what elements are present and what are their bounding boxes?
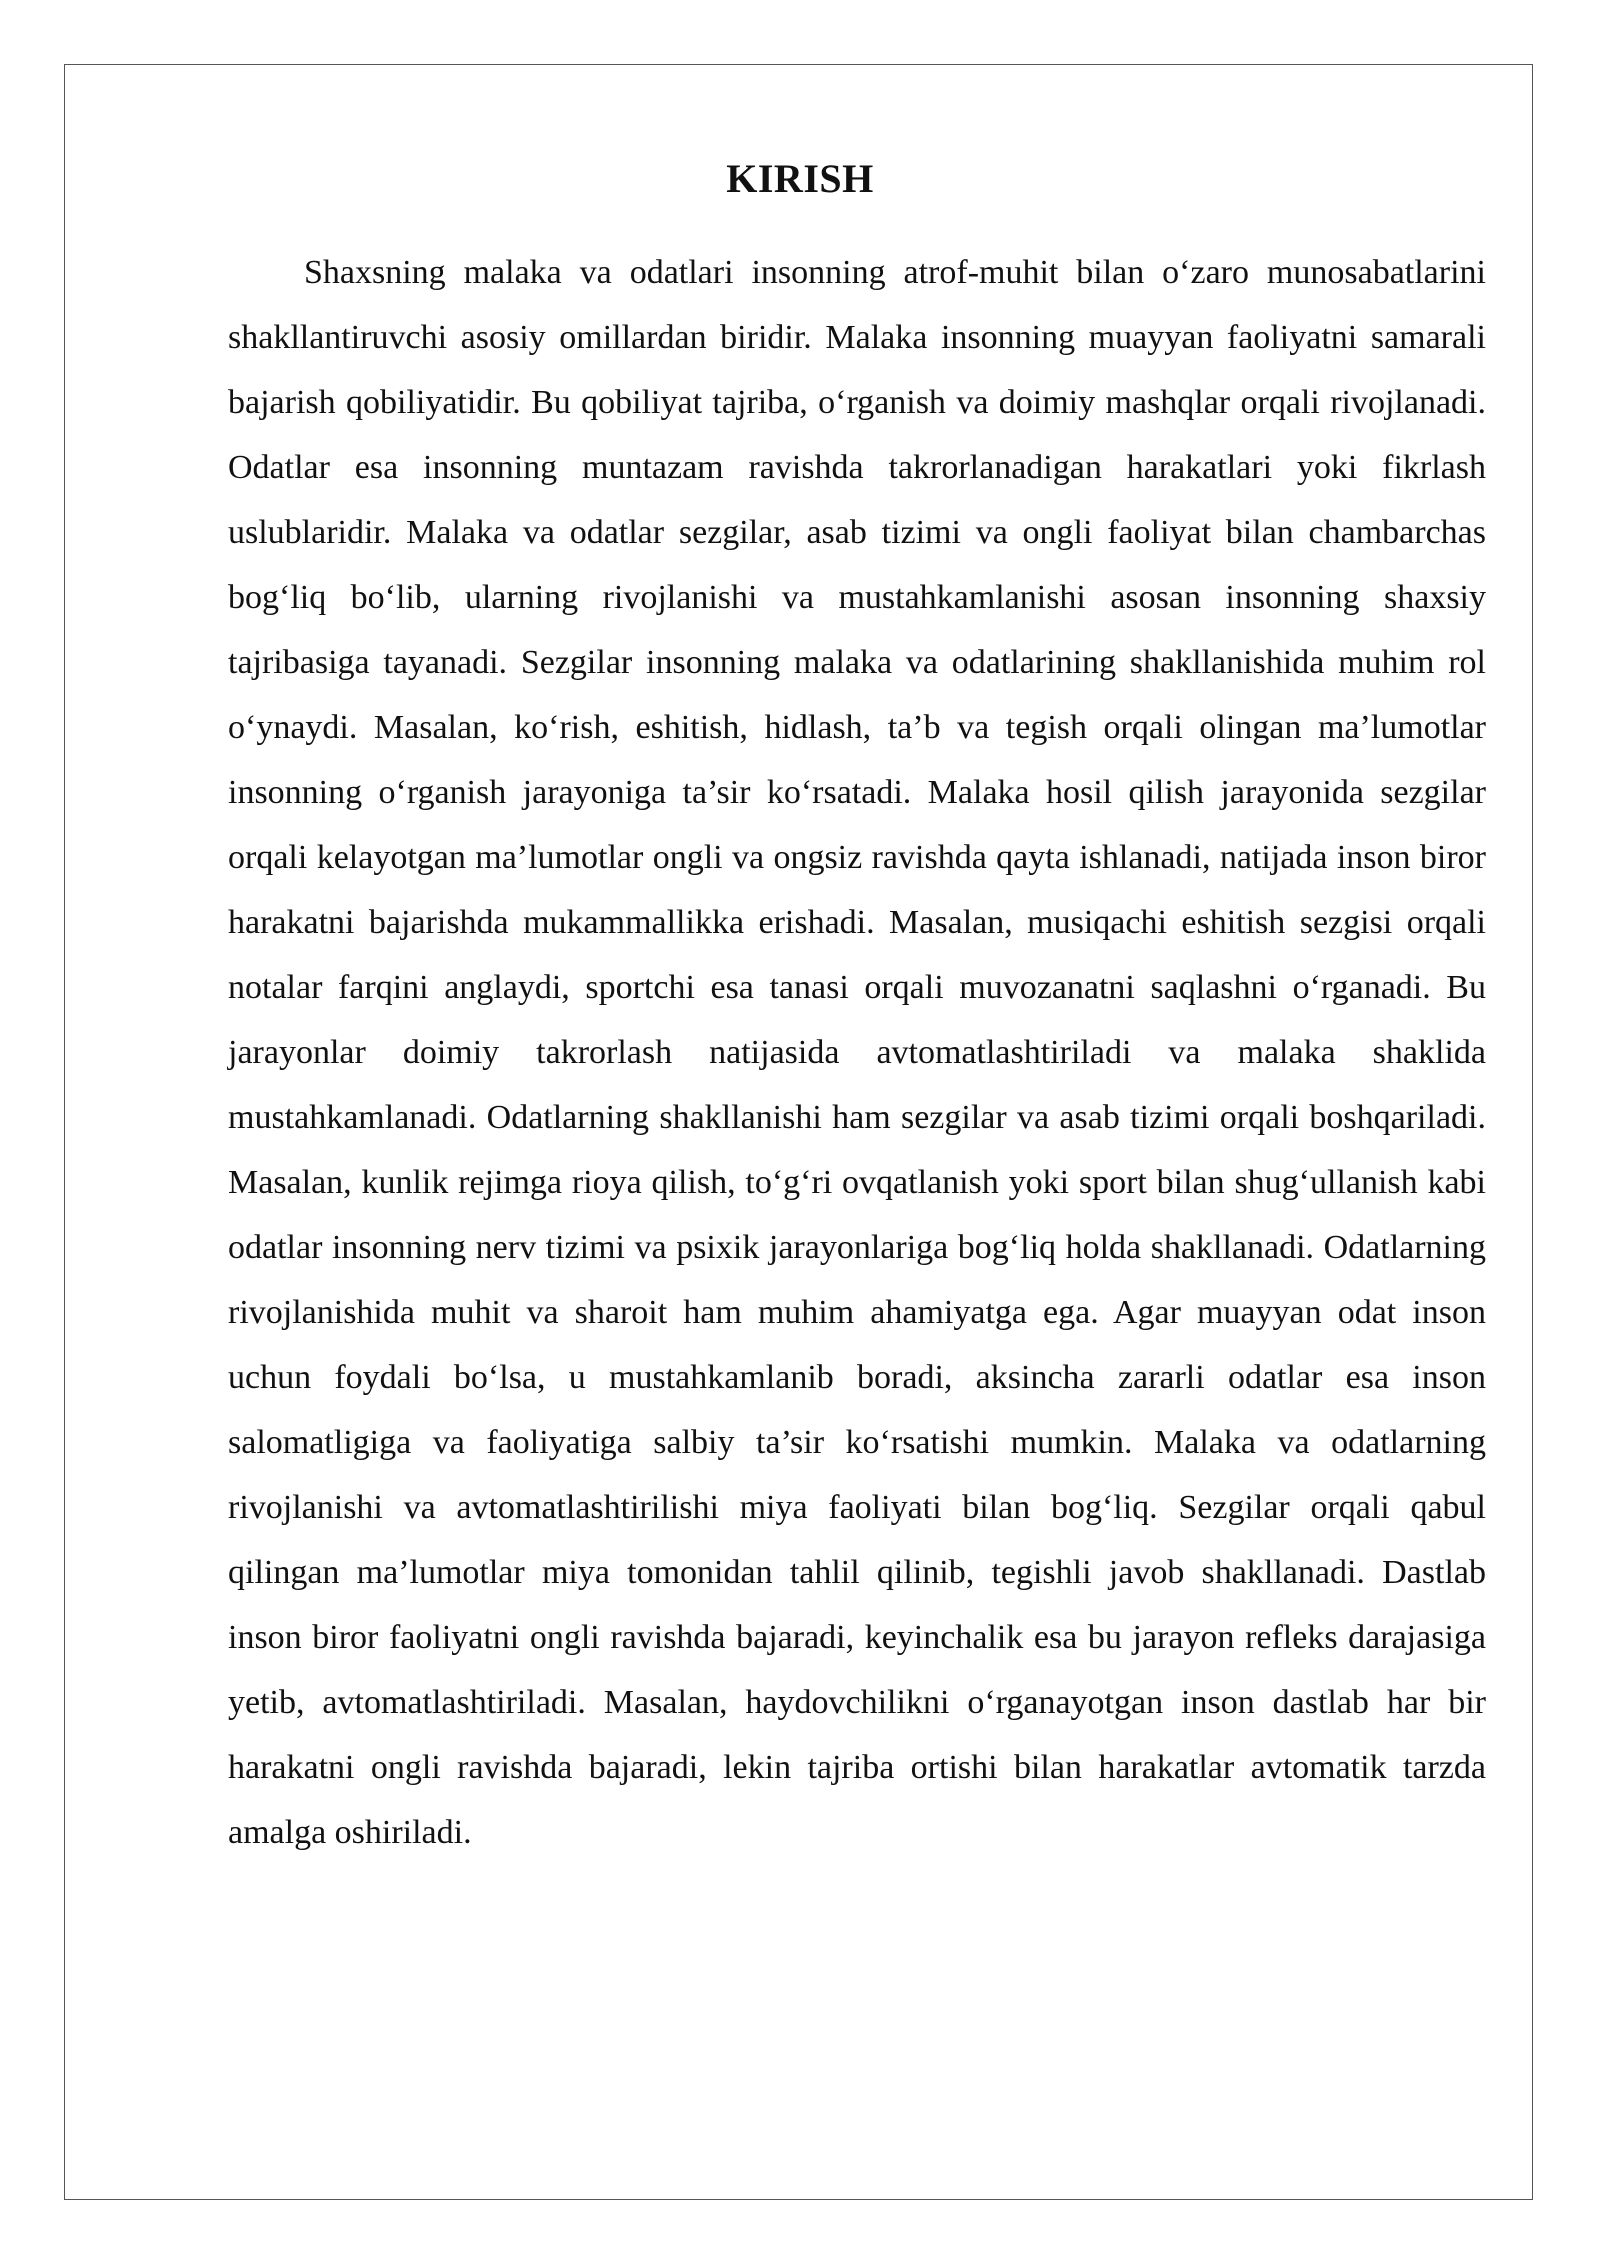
page-title: KIRISH xyxy=(726,156,874,201)
body-paragraph: Shaxsning malaka va odatlari insonning atrof-muhit bilan o‘zaro munosabatlarini shakllantiruvchi asosiy omillardan biridir. Malaka insonning muayyan faoliyatni samarali bajarish qobiliyatidir. Bu qobiliyat tajriba, o‘rganish va doimiy mashqlar orqali rivojlanadi. Odatlar esa insonning muntazam ravishda takrorlanadigan harakatlari yoki fikrlash uslublaridir. Malaka va odatlar sezgilar, asab tizimi va ongli faoliyat bilan chambarchas bog‘liq bo‘lib, ularning rivojlanishi va mustahkamlanishi asosan insonning shaxsiy tajribasiga tayanadi. Sezgilar insonning malaka va odatlarining shakllanishida muhim rol o‘ynaydi. Masalan, ko‘rish, eshitish, hidlash, ta’b va tegish orqali olingan ma’lumotlar insonning o‘rganish jarayoniga ta’sir ko‘rsatadi. Malaka hosil qilish jarayonida sezgilar orqali kelayotgan ma’lumotlar ongli va ongsiz ravishda qayta ishlanadi, natijada inson biror harakatni bajarishda mukammallikka erishadi. Masalan, musiqachi eshitish sezgisi orqali notalar farqini anglaydi, sportchi esa tanasi orqali muvozanatni saqlashni o‘rganadi. Bu jarayonlar doimiy takrorlash natijasida avtomatlashtiriladi va malaka shaklida mustahkamlanadi. Odatlarning shakllanishi ham sezgilar va asab tizimi orqali boshqariladi. Masalan, kunlik rejimga rioya qilish, to‘g‘ri ovqatlanish yoki sport bilan shug‘ullanish kabi odatlar insonning nerv tizimi va psixik jarayonlariga bog‘liq holda shakllanadi. Odatlarning rivojlanishida muhit va sharoit ham muhim ahamiyatga ega. Agar muayyan odat inson uchun foydali bo‘lsa, u mustahkamlanib boradi, aksincha zararli odatlar esa inson salomatligiga va faoliyatiga salbiy ta’sir ko‘rsatishi mumkin. Malaka va odatlarning rivojlanishi va avtomatlashtirilishi miya faoliyati bilan bog‘liq. Sezgilar orqali qabul qilingan ma’lumotlar miya tomonidan tahlil qilinib, tegishli javob shakllanadi. Dastlab inson biror faoliyatni ongli ravishda bajaradi, keyinchalik esa bu jarayon refleks darajasiga yetib, avtomatlashtiriladi. Masalan, haydovchilikni o‘rganayotgan inson dastlab har bir harakatni ongli ravishda bajaradi, lekin tajriba ortishi bilan harakatlar avtomatik tarzda amalga oshiriladi. xyxy=(228,254,1486,1851)
